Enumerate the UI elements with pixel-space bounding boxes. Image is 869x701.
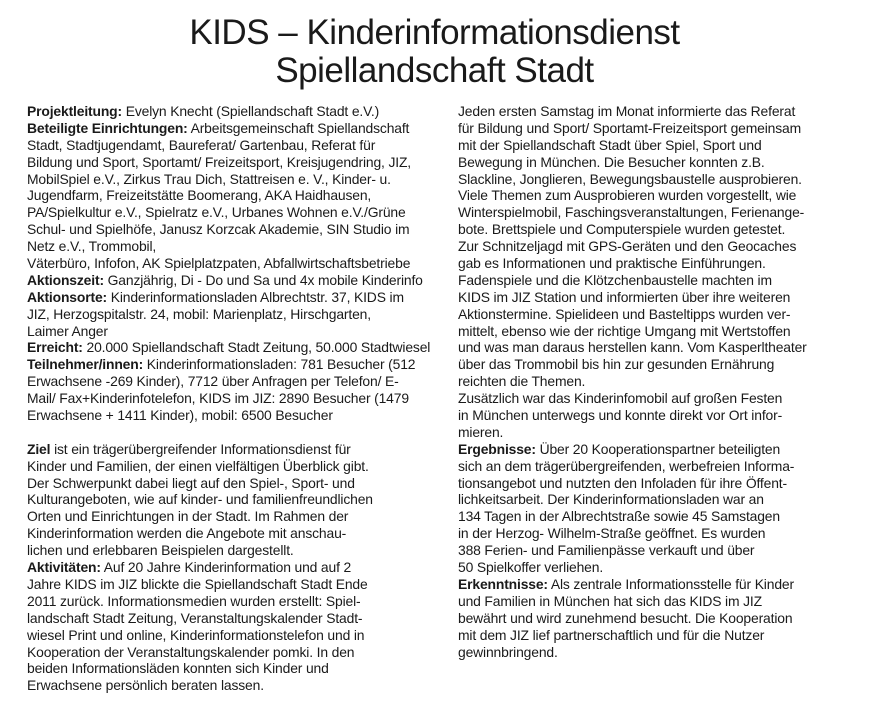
ziel-line bbox=[27, 441, 447, 458]
line-text: Netz e.V., Trommobil, bbox=[27, 238, 157, 255]
line-text: Väterbüro, Infofon, AK Spielplatzpaten, Abfallwirtschaftsbetriebe bbox=[27, 255, 411, 272]
intro-line bbox=[458, 289, 868, 306]
line-text: und Familien in München hat sich das KIDS im JIZ bbox=[458, 592, 762, 609]
ziel-line bbox=[27, 475, 447, 492]
line-text: Kulturangeboten, wie auf kinder- und familienfreundlichen bbox=[27, 491, 373, 508]
line-text: und was man daraus herstellen kann. Vom Kasperltheater bbox=[458, 339, 807, 356]
fact-line bbox=[27, 154, 447, 171]
line-text: Evelyn Knecht (Spiellandschaft Stadt e.V.) bbox=[125, 103, 380, 119]
line-text: 50 Spielkoffer verliehen. bbox=[458, 559, 604, 576]
fact-line bbox=[27, 339, 447, 356]
erkenntnisse-line bbox=[458, 627, 868, 644]
erkenntnisse-line bbox=[458, 644, 868, 661]
line-text: Kinderinformationsladen Albrechtstr. 37, KIDS im bbox=[110, 288, 404, 305]
line-text: Aktionstermine. Spielideen und Basteltipps wurden ver- bbox=[458, 305, 791, 322]
line-text: lichkeitsarbeit. Der Kinderinformationsladen war an bbox=[458, 491, 764, 508]
section-label: Erreicht: bbox=[27, 339, 83, 356]
line-text: mit dem JIZ lief partnerschaftlich und für die Nutzer bbox=[458, 626, 765, 643]
ergebnisse-line bbox=[458, 542, 868, 559]
aktivitaeten-line bbox=[27, 660, 447, 677]
line-text: in der Herzog- Wilhelm-Straße geöffnet. Es wurden bbox=[458, 525, 766, 542]
ergebnisse-line bbox=[458, 559, 868, 576]
line-text: für Bildung und Sport/ Sportamt-Freizeitsport gemeinsam bbox=[458, 119, 802, 136]
fact-line bbox=[27, 187, 447, 204]
ziel-line bbox=[27, 525, 447, 542]
line-text: 388 Ferien- und Familienpässe verkauft und über bbox=[458, 542, 755, 559]
ziel-line bbox=[27, 491, 447, 508]
line-text: Slackline, Jonglieren, Bewegungsbaustelle ausprobieren. bbox=[458, 170, 802, 187]
line-text: in München unterwegs und konnte direkt vor Ort infor- bbox=[458, 407, 783, 424]
intro-line bbox=[458, 323, 868, 340]
line-text: Kooperation der Veranstaltungskalender pomki. In den bbox=[27, 643, 355, 660]
ziel-line bbox=[27, 458, 447, 475]
line-text: Schul- und Spielhöfe, Janusz Korzcak Akademie, SIN Studio im bbox=[27, 221, 410, 238]
line-text: bewährt und wird zunehmend besucht. Die Kooperation bbox=[458, 609, 793, 626]
fact-line bbox=[27, 356, 447, 373]
intro-line bbox=[458, 120, 868, 137]
fact-line bbox=[27, 120, 447, 137]
fact-line bbox=[27, 171, 447, 188]
line-text: Erwachsene persönlich beraten lassen. bbox=[27, 677, 264, 694]
section-label: Aktivitäten: bbox=[27, 559, 101, 576]
line-text: JIZ, Herzogspitalstr. 24, mobil: Marienplatz, Hirschgarten, bbox=[27, 305, 371, 322]
fact-line bbox=[27, 306, 447, 323]
intro-line bbox=[458, 255, 868, 272]
title-line-1: KIDS – Kinderinformationsdienst bbox=[189, 13, 680, 52]
line-text: Winterspielmobil, Faschingsveranstaltungen, Ferienange- bbox=[458, 204, 805, 221]
aktivitaeten-section bbox=[27, 559, 447, 694]
fact-line bbox=[27, 390, 447, 407]
right-column bbox=[458, 103, 868, 660]
line-text: 2011 zurück. Informationsmedien wurden erstellt: Spiel- bbox=[27, 592, 361, 609]
line-text: Jahre KIDS im JIZ blickte die Spiellandschaft Stadt Ende bbox=[27, 575, 368, 592]
fact-line bbox=[27, 103, 447, 120]
fact-line bbox=[27, 323, 447, 340]
erkenntnisse-line bbox=[458, 593, 868, 610]
aktivitaeten-line bbox=[27, 610, 447, 627]
intro-line bbox=[458, 339, 868, 356]
line-text: beiden Informationsläden konnten sich Kinder und bbox=[27, 660, 329, 677]
line-text: 134 Tagen in der Albrechtstraße sowie 45 Samstagen bbox=[458, 508, 780, 525]
aktivitaeten-line bbox=[27, 677, 447, 694]
section-label: Projektleitung: bbox=[27, 103, 122, 119]
line-text: Erwachsene + 1411 Kinder), mobil: 6500 Besucher bbox=[27, 407, 333, 424]
project-facts bbox=[27, 103, 447, 424]
line-text: Laimer Anger bbox=[27, 322, 108, 339]
ergebnisse-line bbox=[458, 458, 868, 475]
line-text: Zusätzlich war das Kinderinfomobil auf großen Festen bbox=[458, 390, 783, 407]
line-text: sich an dem trägerübergreifenden, werbefreien Informa- bbox=[458, 457, 795, 474]
line-text: Kinderinformationsladen: 781 Besucher (512 bbox=[146, 356, 416, 373]
line-text: Bildung und Sport, Sportamt/ Freizeitsport, Kreisjugendring, JIZ, bbox=[27, 153, 412, 170]
activities-description bbox=[458, 103, 868, 441]
line-text: gewinnbringend. bbox=[458, 643, 558, 660]
ergebnisse-line bbox=[458, 441, 868, 458]
line-text: Bewegung in München. Die Besucher konnten z.B. bbox=[458, 153, 765, 170]
section-label: Ziel bbox=[27, 440, 51, 457]
line-text: reichten die Themen. bbox=[458, 373, 586, 390]
line-text: Fadenspiele und die Klötzchenbaustelle machten im bbox=[458, 271, 772, 288]
aktivitaeten-line bbox=[27, 559, 447, 576]
section-label: Aktionsorte: bbox=[27, 288, 108, 305]
ergebnisse-line bbox=[458, 525, 868, 542]
fact-line bbox=[27, 221, 447, 238]
ergebnisse-line bbox=[458, 508, 868, 525]
intro-line bbox=[458, 221, 868, 238]
intro-line bbox=[458, 103, 868, 120]
erkenntnisse-line bbox=[458, 576, 868, 593]
line-text: Jeden ersten Samstag im Monat informierte das Referat bbox=[458, 103, 796, 119]
intro-line bbox=[458, 306, 868, 323]
ziel-line bbox=[27, 542, 447, 559]
line-text: Viele Themen zum Ausprobieren wurden vorgestellt, wie bbox=[458, 187, 797, 204]
intro-line bbox=[458, 187, 868, 204]
line-text: Kinder und Familien, der einen vielfältigen Überblick gibt. bbox=[27, 457, 369, 474]
intro-line bbox=[458, 424, 868, 441]
intro-line bbox=[458, 390, 868, 407]
line-text: landschaft Stadt Zeitung, Veranstaltungskalender Stadt- bbox=[27, 609, 363, 626]
line-text: mit der Spiellandschaft Stadt über Spiel, Sport und bbox=[458, 136, 762, 153]
line-text: bote. Brettspiele und Computerspiele wurden getestet. bbox=[458, 221, 786, 238]
fact-line bbox=[27, 289, 447, 306]
erkenntnisse-line bbox=[458, 610, 868, 627]
title-line-2: Spiellandschaft Stadt bbox=[275, 51, 594, 90]
fact-line bbox=[27, 373, 447, 390]
line-text: über das Trommobil bis hin zur gesunden Ernährung bbox=[458, 356, 775, 373]
fact-line bbox=[27, 238, 447, 255]
fact-line bbox=[27, 137, 447, 154]
line-text: MobilSpiel e.V., Zirkus Trau Dich, Stattreisen e. V., Kinder- u. bbox=[27, 170, 391, 187]
fact-line bbox=[27, 204, 447, 221]
aktivitaeten-line bbox=[27, 576, 447, 593]
ziel-line bbox=[27, 508, 447, 525]
intro-line bbox=[458, 204, 868, 221]
line-text: Mail/ Fax+Kinderinfotelefon, KIDS im JIZ: 2890 Besucher (1479 bbox=[27, 390, 409, 407]
intro-line bbox=[458, 407, 868, 424]
intro-line bbox=[458, 272, 868, 289]
line-text: PA/Spielkultur e.V., Spielratz e.V., Urbanes Wohnen e.V./Grüne bbox=[27, 204, 406, 221]
line-text: Ganzjährig, Di - Do und Sa und 4x mobile Kinderinfo bbox=[107, 271, 423, 288]
ergebnisse-line bbox=[458, 491, 868, 508]
section-label: Teilnehmer/innen: bbox=[27, 356, 144, 373]
aktivitaeten-line bbox=[27, 593, 447, 610]
intro-line bbox=[458, 154, 868, 171]
fact-line bbox=[27, 272, 447, 289]
line-text: ist ein trägerübergreifender Informationsdienst für bbox=[54, 440, 351, 457]
intro-line bbox=[458, 373, 868, 390]
line-text: Der Schwerpunkt dabei liegt auf den Spiel-, Sport- und bbox=[27, 474, 355, 491]
line-text: Auf 20 Jahre Kinderinformation und auf 2 bbox=[103, 559, 352, 576]
aktivitaeten-line bbox=[27, 627, 447, 644]
line-text: KIDS im JIZ Station und informierten über ihre weiteren bbox=[458, 288, 791, 305]
intro-line bbox=[458, 171, 868, 188]
line-text: tionsangebot und nutzten den Infoladen für ihre Öffent- bbox=[458, 474, 787, 491]
line-text: lichen und erlebbaren Beispielen dargestellt. bbox=[27, 542, 294, 559]
line-text: Arbeitsgemeinschaft Spiellandschaft bbox=[190, 119, 410, 136]
section-label: Beteiligte Einrichtungen: bbox=[27, 119, 188, 136]
line-text: Über 20 Kooperationspartner beteiligten bbox=[539, 440, 781, 457]
fact-line bbox=[27, 407, 447, 424]
line-text: Orten und Einrichtungen in der Stadt. Im Rahmen der bbox=[27, 508, 349, 525]
line-text: Erwachsene -269 Kinder), 7712 über Anfragen per Telefon/ E- bbox=[27, 373, 399, 390]
line-text: Jugendfarm, Freizeitstätte Boomerang, AKA Haidhausen, bbox=[27, 187, 372, 204]
section-label: Ergebnisse: bbox=[458, 440, 536, 457]
ergebnisse-line bbox=[458, 475, 868, 492]
line-text: mittelt, ebenso wie der richtige Umgang mit Wertstoffen bbox=[458, 322, 791, 339]
page-title bbox=[0, 14, 869, 90]
line-text: 20.000 Spiellandschaft Stadt Zeitung, 50.000 Stadtwiesel bbox=[86, 339, 431, 356]
paragraph-gap bbox=[27, 424, 447, 441]
line-text: mieren. bbox=[458, 423, 504, 440]
line-text: Kinderinformation werden die Angebote mit anschau- bbox=[27, 525, 347, 542]
ergebnisse-section bbox=[458, 441, 868, 576]
erkenntnisse-section bbox=[458, 576, 868, 660]
line-text: Stadt, Stadtjugendamt, Baureferat/ Gartenbau, Referat für bbox=[27, 136, 376, 153]
intro-line bbox=[458, 238, 868, 255]
line-text: Zur Schnitzeljagd mit GPS-Geräten und den Geocaches bbox=[458, 238, 797, 255]
section-label: Erkenntnisse: bbox=[458, 575, 548, 592]
intro-line bbox=[458, 137, 868, 154]
line-text: Als zentrale Informationsstelle für Kinder bbox=[550, 575, 794, 592]
aktivitaeten-line bbox=[27, 644, 447, 661]
fact-line bbox=[27, 255, 447, 272]
line-text: wiesel Print und online, Kinderinformationstelefon und in bbox=[27, 626, 365, 643]
intro-line bbox=[458, 356, 868, 373]
ziel-section bbox=[27, 441, 447, 559]
left-column bbox=[27, 103, 447, 694]
line-text: gab es Informationen und praktische Einführungen. bbox=[458, 255, 766, 272]
section-label: Aktionszeit: bbox=[27, 271, 104, 288]
